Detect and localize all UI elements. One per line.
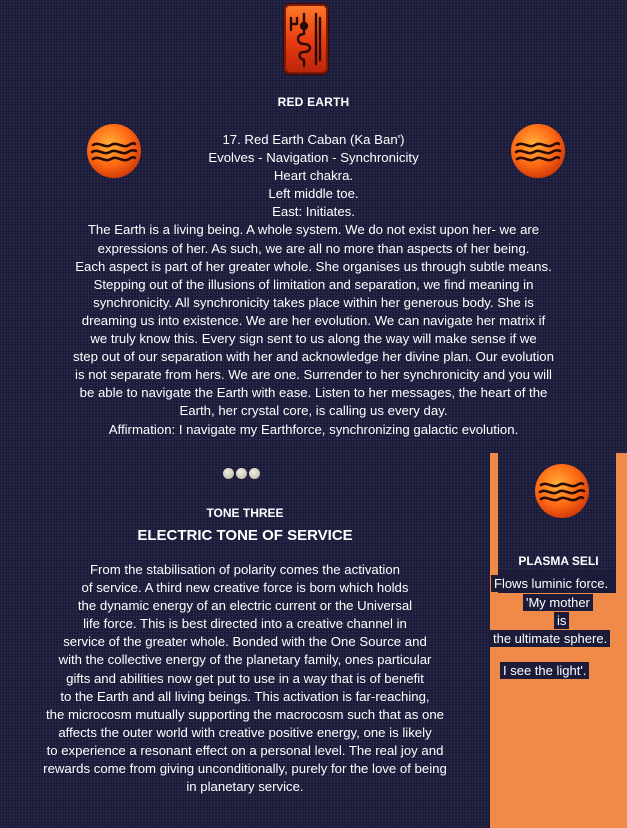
text-line: The Earth is a living being. A whole system. We do not exist upon her- we are bbox=[87, 222, 540, 238]
text-line: with the collective energy of the planetary family, ones particular bbox=[58, 652, 432, 668]
seal-description bbox=[30, 131, 597, 439]
text-line: dreaming us into existence. We are her evolution. We can navigate her matrix if bbox=[81, 312, 546, 328]
dot-icon bbox=[236, 468, 247, 479]
plasma-line: is bbox=[554, 612, 569, 629]
text-line: Affirmation: I navigate my Earthforce, synchronizing galactic evolution. bbox=[108, 421, 519, 437]
text-line: Stepping out of the illusions of limitation and separation, we find meaning in bbox=[93, 276, 534, 292]
plasma-line: the ultimate sphere. bbox=[490, 630, 610, 647]
text-line: Heart chakra. bbox=[273, 168, 354, 184]
dot-icon bbox=[223, 468, 234, 479]
plasma-line: I see the light'. bbox=[500, 662, 589, 679]
text-line: Evolves - Navigation - Synchronicity bbox=[208, 150, 419, 166]
text-line: synchronicity. All synchronicity takes place within her generous body. She is bbox=[93, 294, 534, 310]
text-line: Left middle toe. bbox=[268, 186, 359, 202]
text-line: Earth, her crystal core, is calling us every day. bbox=[179, 403, 448, 419]
text-line: From the stabilisation of polarity comes the activation bbox=[89, 562, 401, 577]
text-line: gifts and abilities now get put to use in a way that is of benefit bbox=[66, 670, 424, 686]
text-line: affects the outer world with creative positive energy, one is likely bbox=[58, 724, 432, 740]
text-line: rewards come from giving unconditionally, purely for the love of being bbox=[43, 761, 447, 777]
dot-icon bbox=[249, 468, 260, 479]
tone-description bbox=[0, 561, 490, 796]
tone-three-dots-icon bbox=[223, 466, 262, 478]
tone-title: ELECTRIC TONE OF SERVICE bbox=[137, 527, 353, 544]
text-line: to experience a resonant effect on a personal level. The real joy and bbox=[46, 742, 444, 758]
text-line: of service. A third new creative force is born which holds bbox=[81, 580, 409, 596]
text-line: 17. Red Earth Caban (Ka Ban') bbox=[222, 132, 405, 147]
text-line: the microcosm mutually supporting the macrocosm such that as one bbox=[45, 706, 444, 722]
plasma-line: 'My mother bbox=[523, 594, 593, 611]
seal-title: RED EARTH bbox=[277, 95, 350, 109]
text-line: service of the greater whole. Bonded with the One Source and bbox=[63, 634, 427, 650]
text-line: East: Initiates. bbox=[272, 204, 355, 220]
text-line: the dynamic energy of an electric current or the Universal bbox=[77, 598, 413, 614]
plasma-line: Flows luminic force. bbox=[491, 575, 611, 592]
text-line: to the Earth and all living beings. This activation is far-reaching, bbox=[60, 688, 430, 704]
text-line: expressions of her. As such, we are all no more than aspects of her being. bbox=[97, 240, 530, 256]
tone-label: TONE THREE bbox=[206, 506, 284, 520]
text-line: step out of our separation with her and acknowledge her divine plan. Our evolution bbox=[73, 349, 554, 365]
text-line: is not separate from hers. We are one. Surrender to her synchronicity and you will bbox=[75, 367, 552, 383]
plasma-title: PLASMA SELI bbox=[518, 554, 599, 568]
text-line: we truly know this. Every sign sent to us along the way will make sense if we bbox=[90, 331, 537, 347]
plasma-seli-orb-icon bbox=[535, 464, 589, 518]
text-line: in planetary service. bbox=[186, 779, 304, 795]
text-line: be able to navigate the Earth with ease. Listen to her messages, the heart of the bbox=[79, 385, 548, 401]
red-earth-glyph-icon bbox=[284, 4, 328, 74]
text-line: life force. This is best directed into a creative channel in bbox=[83, 616, 407, 632]
text-line: Each aspect is part of her greater whole. She organises us through subtle means. bbox=[75, 258, 552, 274]
